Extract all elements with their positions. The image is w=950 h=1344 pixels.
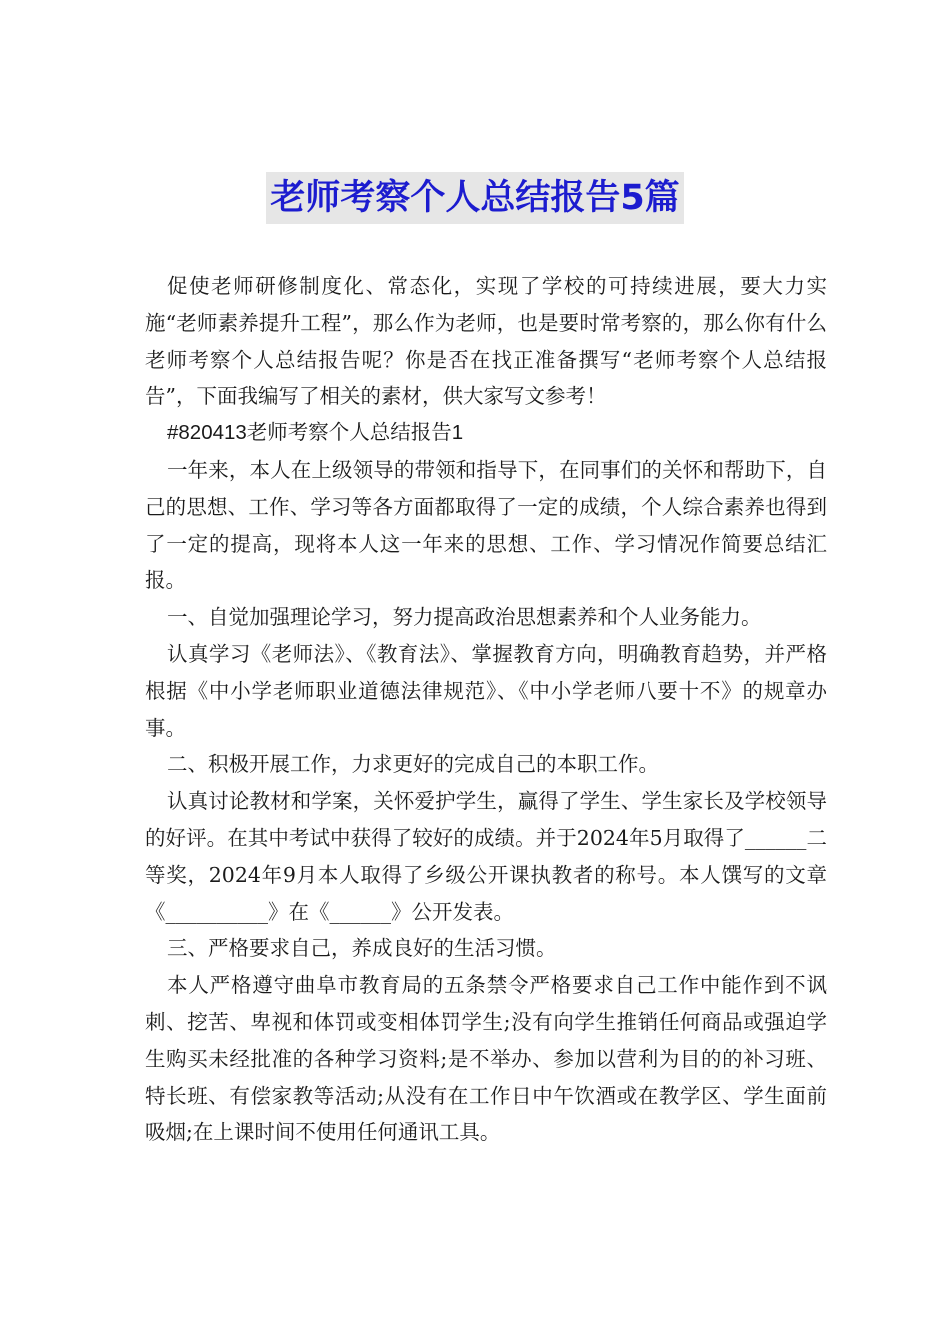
intro-paragraph: 促使老师研修制度化、常态化，实现了学校的可持续进展，要大力实施“老师素养提升工程”，那么作为老师，也是要时常考察的，那么你有什么老师考察个人总结报告呢？你是否在找正准备撰写“老师考察个人总结报告”，下面我编写了相关的素材，供大家写文参考！ xyxy=(145,274,827,409)
body-paragraph: 认真学习《老师法》、《教育法》、掌握教育方向，明确教育趋势，并严格根据《中小学老师职业道德法律规范》、《中小学老师八要十不》的规章办事。 xyxy=(145,641,827,740)
document-body xyxy=(145,268,827,1151)
document-title: 老师考察个人总结报告5篇 xyxy=(266,172,683,224)
body-paragraph: 认真讨论教材和学案，关怀爱护学生，赢得了学生、学生家长及学校领导的好评。在其中考试中获得了较好的成绩。并于2024年5月取得了______二等奖，2024年9月本人取得了乡级公开课执教者的称号。本人馔写的文章《__________》在《______》公开发表。 xyxy=(145,789,827,924)
title-container xyxy=(0,172,950,224)
section-heading-report-1: #820413老师考察个人总结报告1 xyxy=(167,421,464,445)
section-heading-3: 三、严格要求自己，养成良好的生活习惯。 xyxy=(167,936,557,961)
body-paragraph: 本人严格遵守曲阜市教育局的五条禁令严格要求自己工作中能作到不讽刺、挖苦、卑视和体罚或变相体罚学生;没有向学生推销任何商品或强迫学生购买未经批准的各种学习资料;是不举办、参加以营利为目的的补习班、特长班、有偿家教等活动;从没有在工作日中午饮酒或在教学区、学生面前吸烟;在上课时间不使用任何通讯工具。 xyxy=(145,973,827,1145)
section-heading-2: 二、积极开展工作，力求更好的完成自己的本职工作。 xyxy=(167,752,659,777)
body-paragraph: 一年来，本人在上级领导的带领和指导下，在同事们的关怀和帮助下，自己的思想、工作、学习等各方面都取得了一定的成绩，个人综合素养也得到了一定的提高，现将本人这一年来的思想、工作、学习情况作简要总结汇报。 xyxy=(145,457,827,593)
section-heading-1: 一、自觉加强理论学习，努力提高政治思想素养和个人业务能力。 xyxy=(167,605,762,630)
